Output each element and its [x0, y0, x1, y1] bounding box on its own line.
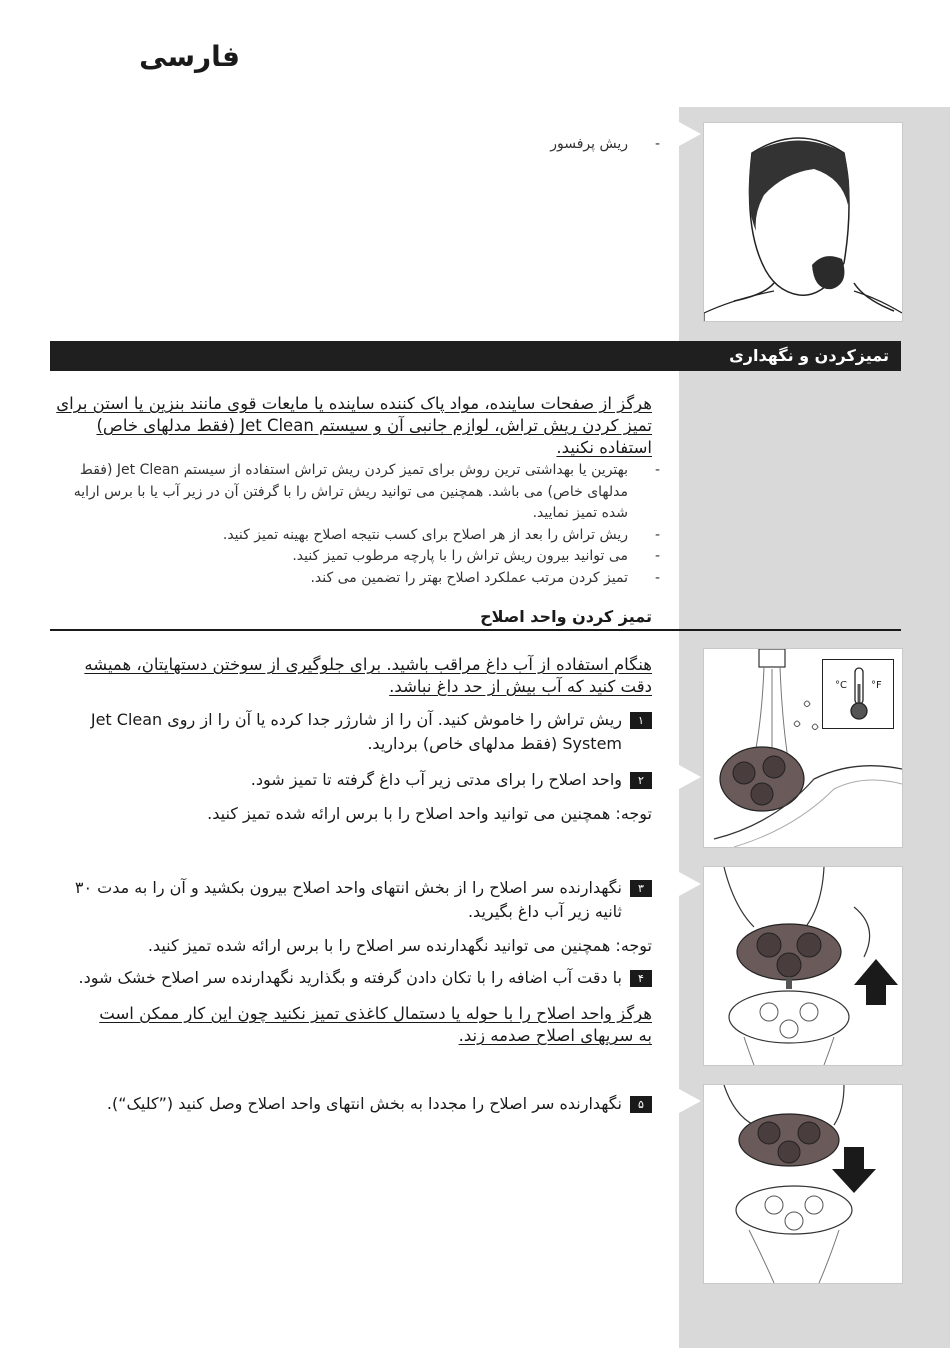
figure-pointer: [679, 122, 701, 146]
step-number: ۲: [630, 772, 652, 789]
steps-group-2: [70, 876, 652, 990]
figure-pointer: [679, 765, 701, 789]
steps-group-1: [90, 708, 652, 826]
step-3: ۳ نگهدارنده سر اصلاح را از بخش انتهای واحد اصلاح بیرون بکشید و آن را به مدت ۳۰ ثانیه زیر آب داغ بگیرید.: [70, 876, 652, 924]
figure-pointer: [679, 1089, 701, 1113]
page-title: فارسی: [139, 40, 240, 73]
hot-water-warning: هنگام استفاده از آب داغ مراقب باشید. برای جلوگیری از سوختن دستهایتان، همیشه دقت کنید که آب بیش از حد داغ نباشد.: [84, 655, 652, 696]
step-number: ۵: [630, 1096, 652, 1113]
style-list: [420, 134, 660, 156]
figure-pointer: [679, 872, 701, 896]
step-2: ۲ واحد اصلاح را برای مدتی زیر آب داغ گرفته تا تمیز شود.: [90, 768, 652, 792]
arrow-up-icon: [854, 959, 898, 1005]
remove-holder-drawing: [704, 867, 902, 1065]
thermometer-box: [822, 659, 894, 729]
step-number: ۳: [630, 880, 652, 897]
note: توجه: همچنین می توانید نگهدارنده سر اصلاح را با برس ارائه شده تمیز کنید.: [147, 936, 652, 955]
reattach-holder-drawing: [704, 1085, 902, 1283]
arrow-down-icon: [832, 1147, 876, 1193]
section-heading: تمیزکردن و نگهداری: [729, 346, 889, 365]
goatee-illustration: [703, 122, 903, 322]
step-5: ۵ نگهدارنده سر اصلاح را مجددا به بخش انتهای واحد اصلاح وصل کنید (”کلیک“).: [70, 1092, 652, 1116]
fahrenheit-label: °F: [871, 680, 882, 691]
face-drawing: [704, 123, 902, 321]
list-item: - بهترین یا بهداشتی ترین روش برای تمیز کردن ریش تراش استفاده از سیستم Jet Clean (فقط مدلهای خاص) می باشد. همچنین می توانید ریش تراش را با گرفتن آن در زیر آب یا با برس ارایه شده تمیز نمایید.: [73, 462, 660, 521]
step-1: ۱ ریش تراش را خاموش کنید. آن را از شارژر جدا کرده یا آن را از روی Jet Clean System (فقط مدلهای خاص) بردارید.: [90, 708, 652, 756]
cleaning-warning: هرگز از صفحات ساینده، مواد پاک کننده ساینده یا مایعات قوی مانند بنزین یا استن برای تمیز کردن ریش تراش، لوازم جانبی آن و سیستم Jet Clean (فقط مدلهای خاص) استفاده نکنید.: [56, 394, 652, 457]
divider: [50, 629, 901, 631]
list-item: - ریش تراش را بعد از هر اصلاح برای کسب نتیجه اصلاح بهینه تمیز کنید.: [222, 526, 660, 543]
step-4: ۴ با دقت آب اضافه را با تکان دادن گرفته و بگذارید نگهدارنده سر اصلاح خشک شود.: [70, 966, 652, 990]
rinse-illustration: [703, 648, 903, 848]
celsius-label: °C: [835, 680, 847, 691]
style-label: ریش پرفسور: [550, 136, 628, 152]
towel-warning: هرگز واحد اصلاح را با حوله یا دستمال کاغذی تمیز نکنید چون این کار ممکن است به سریهای اصلاح صدمه زند.: [99, 1004, 652, 1045]
cleaning-tips-list: [50, 460, 660, 589]
thermometer-icon: [849, 666, 869, 722]
step-number: ۴: [630, 970, 652, 987]
steps-group-3: [70, 1092, 652, 1116]
list-item: - می توانید بیرون ریش تراش را با پارچه مرطوب تمیز کنید.: [292, 548, 660, 564]
reattach-holder-illustration: [703, 1084, 903, 1284]
step-number: ۱: [630, 712, 652, 729]
remove-holder-illustration: [703, 866, 903, 1066]
list-item: - تمیز کردن مرتب عملکرد اصلاح بهتر را تضمین می کند.: [310, 569, 660, 586]
list-item: - ریش پرفسور: [550, 136, 660, 152]
note: توجه: همچنین می توانید واحد اصلاح را با برس ارائه شده تمیز کنید.: [207, 804, 652, 823]
section-header-bar: [50, 341, 901, 371]
subsection-heading: تمیز کردن واحد اصلاح: [480, 607, 652, 626]
